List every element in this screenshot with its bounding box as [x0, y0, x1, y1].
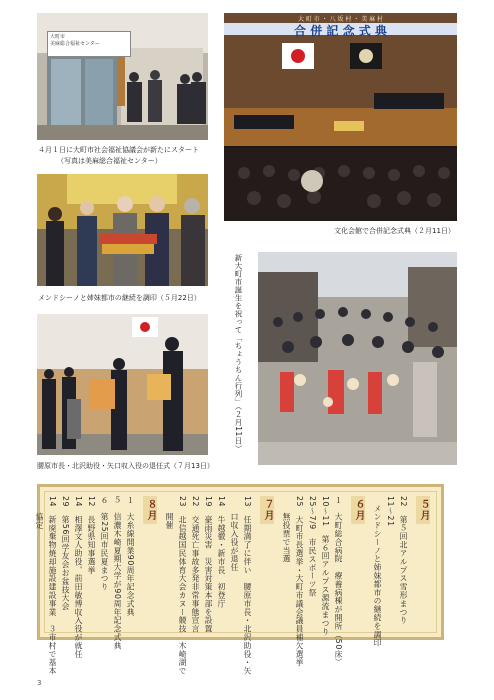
retirement-photo	[37, 314, 208, 455]
month-header-june: ６月	[351, 496, 365, 524]
welfare-center-photo	[37, 13, 208, 140]
ceremony-caption: 文化会館で合併記念式典（２月11日）	[334, 227, 455, 235]
mendocino-photo	[37, 174, 208, 286]
page-number: 3	[37, 679, 42, 687]
month-header-may: ５月	[416, 496, 430, 524]
welfare-center-caption-1: ４月１日に大町市社会福祉協議会が新たにスタート	[38, 146, 199, 154]
ceremony-hall-illustration	[224, 13, 457, 221]
welfare-center-caption-2: （写真は美麻総合福祉センター）	[57, 157, 162, 165]
ceremony-banner-sub: 大 町 市 ・ 八 坂 村 ・ 美 麻 村	[297, 16, 384, 23]
ceremony-banner-title: 合 併 記 念 式 典	[294, 24, 387, 38]
month-header-august: ８月	[143, 496, 157, 524]
mendocino-caption: メンドシーノと姉妹都市の継続を調印（５月22日）	[38, 294, 201, 302]
events-june: １ 大町総合病院 療養病棟が開所（50床） 10〜11 第６回アルプス源流まつり 25〜7/9 市民スポーツ祭 25 大町市長選挙・大町市議会議員補欠選挙 無投票で当選	[282, 496, 343, 667]
timeline-columns	[35, 491, 437, 676]
ceremony-photo	[224, 13, 457, 221]
facility-sign: 大町市 美麻総合福祉センター	[47, 31, 131, 57]
lantern-parade-illustration	[258, 252, 457, 465]
retirement-illustration	[37, 314, 208, 455]
events-july: 13 任期満了に伴い 腰原市長・北沢助役・矢 口収入役が退任 14 牛越徹・新市長 初登庁 19 豪雨災害 災害対策本部を設置 22 交通死亡事故多発非常事態宣言 23 北信越国民体育大会カヌー競技 木崎湖で 開催	[165, 496, 252, 676]
events-timeline	[35, 484, 444, 676]
month-header-july: ７月	[260, 496, 274, 524]
events-august: １ 大糸線開業90周年記念式典 ５ 信濃木崎夏期大学が90周年記念式典 ６ 第25回市民夏まつり 12 長野県知事選挙 14 相澤文人助役、前田敏博収入役が就任 29 第56回学友会お盆技大会 14 新廃棄物焼却施設建設事業 ３市村で基本 協定	[35, 496, 135, 676]
events-may: 22 第５回北アルプス雪形まつり 11〜21 メンドシーノと姉妹都市の継続を調印	[373, 496, 408, 648]
lantern-parade-photo	[258, 252, 457, 465]
signing-illustration	[37, 174, 208, 286]
retirement-caption: 腰原市長・北沢助役・矢口収入役の退任式（７月13日）	[37, 462, 214, 470]
lantern-vertical-caption: 新大町市誕生を祝って「ちょうちん行列」（２月11日）	[234, 254, 243, 453]
